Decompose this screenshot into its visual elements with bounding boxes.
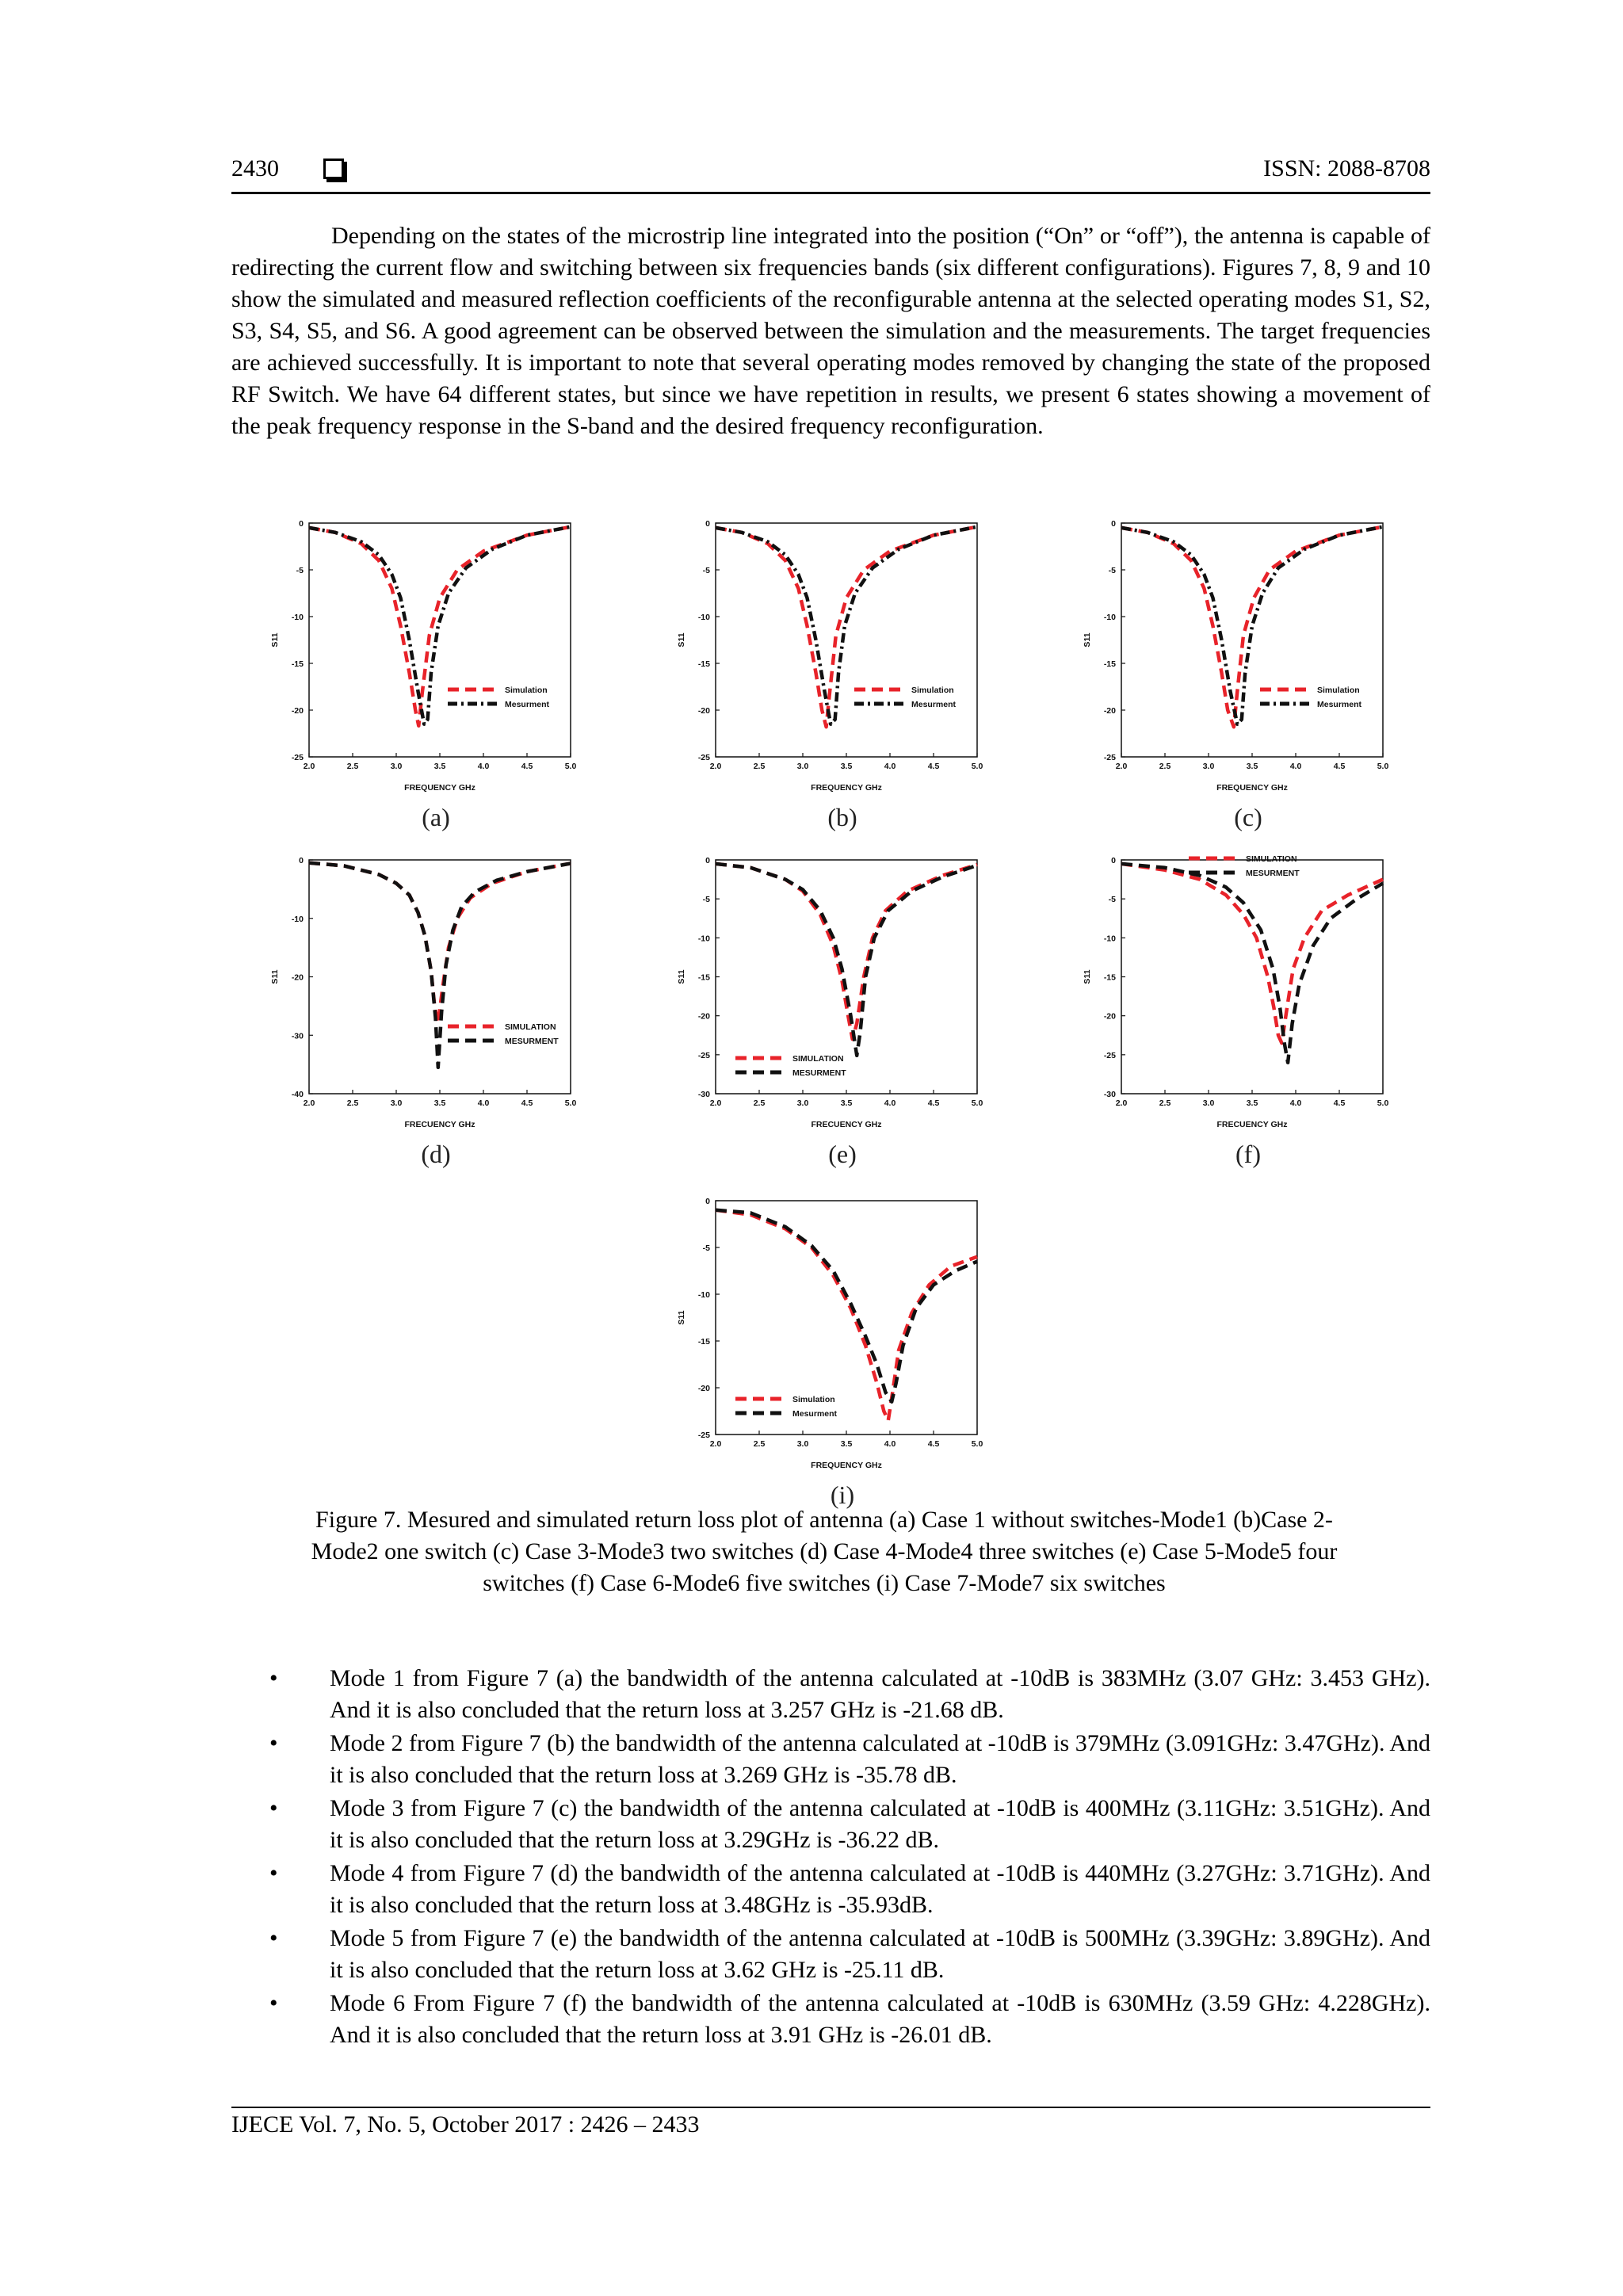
x-tick-label: 4.5 (521, 1098, 533, 1108)
x-tick-label: 5.0 (1377, 1098, 1389, 1108)
y-tick-label: -15 (1103, 659, 1116, 669)
x-tick-label: 4.5 (1333, 1098, 1346, 1108)
plot-frame (1121, 523, 1383, 757)
legend-label: Simulation (1317, 686, 1360, 695)
list-item (269, 1728, 1430, 1791)
x-tick-label: 4.0 (884, 762, 896, 771)
bullet-square-icon (323, 159, 344, 179)
y-tick-label: -25 (291, 753, 304, 762)
x-tick-label: 2.0 (709, 1439, 722, 1449)
chart-svg (1066, 852, 1389, 1169)
x-tick-label: 4.0 (1289, 762, 1302, 771)
y-tick-label: 0 (1111, 856, 1116, 865)
y-tick-label: -10 (697, 934, 710, 944)
x-tick-label: 2.0 (303, 762, 315, 771)
y-tick-label: -30 (291, 1031, 304, 1041)
legend-label: MESURMENT (792, 1068, 846, 1078)
series-line-mesurment (716, 1210, 977, 1402)
mode-bullet-list (269, 1663, 1430, 2053)
legend-label: Mesurment (911, 700, 957, 709)
y-tick-label: -5 (702, 566, 710, 575)
chart-svg (660, 515, 983, 832)
y-tick-label: 0 (299, 519, 304, 529)
bullet-icon: • (269, 1860, 278, 1886)
legend-label: Simulation (505, 686, 548, 695)
subfigure-label: (a) (422, 803, 450, 831)
y-tick-label: -5 (296, 566, 304, 575)
legend-label: Mesurment (1317, 700, 1362, 709)
bullet-icon: • (269, 1730, 278, 1756)
y-tick-label: -15 (1103, 972, 1116, 983)
figure-7b-plot (660, 515, 983, 832)
x-tick-label: 3.5 (840, 1439, 853, 1449)
x-tick-label: 2.0 (709, 1098, 722, 1108)
list-item-text: Mode 5 from Figure 7 (e) the bandwidth of the antenna calculated at -10dB is 500MHz (3.39GHz: 3.89GHz). And it is also concluded that the return loss at 3.62 GHz is -25.11 dB. (330, 1925, 1430, 1983)
bullet-icon: • (269, 1795, 278, 1821)
x-tick-label: 3.0 (1202, 1098, 1215, 1108)
y-tick-label: 0 (299, 856, 304, 865)
footer-rule (231, 2107, 1430, 2108)
plot-frame (1121, 860, 1383, 1094)
x-axis-label: FREQUENCY GHz (811, 1461, 882, 1470)
x-axis-label: FRECUENCY GHz (404, 1120, 475, 1129)
y-axis-label: S11 (270, 969, 280, 984)
list-item (269, 1793, 1430, 1856)
chart-svg (254, 852, 577, 1169)
x-axis-label: FREQUENCY GHz (404, 783, 475, 793)
list-item (269, 1923, 1430, 1986)
figure-7a-plot (254, 515, 577, 832)
y-tick-label: -10 (697, 1290, 710, 1300)
y-tick-label: -25 (1103, 753, 1116, 762)
y-tick-label: -5 (702, 1244, 710, 1253)
plot-frame (716, 523, 977, 757)
figure-7f-plot (1066, 852, 1389, 1169)
series-line-simulation (309, 527, 571, 726)
series-line-simulation (716, 1210, 977, 1421)
bullet-icon: • (269, 1990, 278, 2016)
series-line-simulation (1121, 527, 1383, 728)
x-tick-label: 4.5 (521, 762, 533, 771)
list-item-text: Mode 2 from Figure 7 (b) the bandwidth of the antenna calculated at -10dB is 379MHz (3.091GHz: 3.47GHz). And it is also concluded that the return loss at 3.269 GHz is -35.78 dB. (330, 1730, 1430, 1788)
x-tick-label: 5.0 (564, 762, 577, 771)
y-tick-label: -10 (1103, 934, 1116, 944)
y-tick-label: 0 (1111, 519, 1116, 529)
y-tick-label: -25 (697, 1050, 710, 1060)
x-tick-label: 3.5 (840, 762, 853, 771)
chart-svg (660, 852, 983, 1169)
body-paragraph (231, 220, 1430, 442)
list-item (269, 1663, 1430, 1726)
journal-footer: IJECE Vol. 7, No. 5, October 2017 : 2426 – 2433 (231, 2111, 700, 2137)
series-line-simulation (716, 527, 977, 728)
x-tick-label: 2.5 (753, 1439, 766, 1449)
x-tick-label: 2.0 (1115, 762, 1128, 771)
list-item-text: Mode 1 from Figure 7 (a) the bandwidth of the antenna calculated at -10dB is 383MHz (3.07 GHz: 3.453 GHz). And it is also concluded that the return loss at 3.257 GHz is -21.68 dB. (330, 1665, 1430, 1723)
x-tick-label: 2.5 (1159, 762, 1171, 771)
y-tick-label: -5 (1108, 566, 1116, 575)
x-tick-label: 2.5 (753, 762, 766, 771)
x-tick-label: 4.5 (927, 1439, 940, 1449)
y-tick-label: -20 (697, 706, 710, 716)
list-item-text: Mode 6 From Figure 7 (f) the bandwidth of the antenna calculated at -10dB is 630MHz (3.59 GHz: 4.228GHz). And it is also concluded that the return loss at 3.91 GHz is -26.01 dB. (330, 1990, 1430, 2048)
y-tick-label: 0 (705, 1197, 710, 1206)
list-item-text: Mode 3 from Figure 7 (c) the bandwidth of the antenna calculated at -10dB is 400MHz (3.11GHz: 3.51GHz). And it is also concluded that the return loss at 3.29GHz is -36.22 dB. (330, 1795, 1430, 1853)
subfigure-label: (c) (1234, 803, 1262, 831)
x-axis-label: FREQUENCY GHz (811, 783, 882, 793)
legend-label: Mesurment (505, 700, 550, 709)
x-tick-label: 3.0 (390, 1098, 403, 1108)
x-tick-label: 4.0 (477, 762, 490, 771)
plot-frame (309, 860, 571, 1094)
list-item-text: Mode 4 from Figure 7 (d) the bandwidth of the antenna calculated at -10dB is 440MHz (3.27GHz: 3.71GHz). And it is also concluded that the return loss at 3.48GHz is -35.93dB. (330, 1860, 1430, 1918)
y-tick-label: -10 (697, 613, 710, 622)
figure-7i-plot (660, 1193, 983, 1510)
legend-label: MESURMENT (505, 1037, 559, 1046)
chart-svg (660, 1193, 983, 1510)
y-tick-label: -20 (697, 1384, 710, 1393)
y-tick-label: -20 (291, 972, 304, 983)
x-tick-label: 3.0 (1202, 762, 1215, 771)
y-tick-label: -40 (291, 1090, 304, 1099)
page-number: 2430 (231, 155, 279, 181)
legend-label: SIMULATION (792, 1054, 844, 1064)
legend-label: MESURMENT (1246, 869, 1300, 878)
x-axis-label: FRECUENCY GHz (811, 1120, 882, 1129)
x-tick-label: 3.0 (390, 762, 403, 771)
issn: ISSN: 2088-8708 (1263, 155, 1430, 181)
y-tick-label: -20 (1103, 1011, 1116, 1022)
x-tick-label: 3.5 (433, 762, 446, 771)
series-line-mesurment (716, 864, 977, 1056)
y-axis-label: S11 (1083, 632, 1092, 648)
x-tick-label: 3.5 (433, 1098, 446, 1108)
x-tick-label: 3.0 (796, 762, 809, 771)
body-paragraph-text: Depending on the states of the microstrip line integrated into the position (“On” or “off”), the antenna is capable of redirecting the current flow and switching between six frequencies bands (six different configurations). Figures 7, 8, 9 and 10 show the simulated and measured reflection coefficients of the reconfigurable antenna at the selected operating modes S1, S2, S3, S4, S5, and S6. A good agreement can be observed between the simulation and the measurements. The target frequencies are achieved successfully. It is important to note that several operating modes removed by changing the state of the proposed RF Switch. We have 64 different states, but since we have repetition in results, we present 6 states showing a movement of the peak frequency response in the S-band and the desired frequency reconfiguration. (231, 223, 1430, 439)
x-tick-label: 4.0 (884, 1439, 896, 1449)
x-tick-label: 4.0 (884, 1098, 896, 1108)
y-tick-label: -10 (291, 914, 304, 924)
x-tick-label: 5.0 (971, 1439, 983, 1449)
figure-7e-plot (660, 852, 983, 1169)
x-tick-label: 3.0 (796, 1439, 809, 1449)
plot-frame (309, 523, 571, 757)
x-tick-label: 5.0 (971, 1098, 983, 1108)
series-line-simulation (309, 863, 571, 1024)
x-tick-label: 4.0 (1289, 1098, 1302, 1108)
y-tick-label: -20 (697, 1011, 710, 1022)
series-line-mesurment (1121, 864, 1383, 1063)
header-rule (231, 192, 1430, 194)
y-tick-label: -5 (702, 895, 710, 905)
figure-7c-plot (1066, 515, 1389, 832)
x-tick-label: 3.5 (1246, 1098, 1258, 1108)
y-tick-label: 0 (705, 519, 710, 529)
x-tick-label: 2.0 (303, 1098, 315, 1108)
figure-caption: Figure 7. Mesured and simulated return loss plot of antenna (a) Case 1 without switches-Mode1 (b)Case 2-Mode2 one switch (c) Case 3-Mode3 two switches (d) Case 4-Mode4 three switches (e) Case 5-Mode5 four switches (f) Case 6-Mode6 five switches (i) Case 7-Mode7 six switches (311, 1507, 1338, 1596)
y-axis-label: S11 (1083, 969, 1092, 984)
y-tick-label: -25 (1103, 1050, 1116, 1060)
x-tick-label: 2.5 (753, 1098, 766, 1108)
legend-label: Simulation (911, 686, 954, 695)
y-tick-label: -15 (697, 659, 710, 669)
y-tick-label: -15 (697, 1337, 710, 1347)
x-tick-label: 4.5 (1333, 762, 1346, 771)
series-line-simulation (1121, 864, 1383, 1043)
x-tick-label: 5.0 (564, 1098, 577, 1108)
y-tick-label: -30 (1103, 1090, 1116, 1099)
x-tick-label: 2.0 (1115, 1098, 1128, 1108)
x-tick-label: 4.5 (927, 762, 940, 771)
list-item (269, 1988, 1430, 2051)
x-tick-label: 2.5 (346, 1098, 359, 1108)
y-tick-label: -5 (1108, 895, 1116, 905)
y-axis-label: S11 (677, 969, 686, 984)
y-tick-label: -30 (697, 1090, 710, 1099)
chart-svg (1066, 515, 1389, 832)
y-tick-label: -25 (697, 1431, 710, 1440)
subfigure-label: (f) (1235, 1140, 1261, 1168)
y-tick-label: -20 (291, 706, 304, 716)
series-line-simulation (716, 864, 977, 1039)
x-tick-label: 2.5 (346, 762, 359, 771)
y-tick-label: -20 (1103, 706, 1116, 716)
bullet-icon: • (269, 1665, 278, 1691)
y-tick-label: -10 (291, 613, 304, 622)
subfigure-label: (d) (421, 1140, 451, 1168)
chart-svg (254, 515, 577, 832)
x-tick-label: 5.0 (1377, 762, 1389, 771)
bullet-icon: • (269, 1925, 278, 1951)
list-item (269, 1858, 1430, 1921)
legend-label: SIMULATION (1246, 854, 1297, 864)
legend-label: Mesurment (792, 1409, 838, 1419)
y-axis-label: S11 (677, 1310, 686, 1325)
y-axis-label: S11 (270, 632, 280, 648)
x-tick-label: 4.0 (477, 1098, 490, 1108)
x-tick-label: 2.0 (709, 762, 722, 771)
x-tick-label: 3.0 (796, 1098, 809, 1108)
y-tick-label: -15 (697, 972, 710, 983)
y-axis-label: S11 (677, 632, 686, 648)
subfigure-label: (e) (828, 1140, 857, 1168)
x-axis-label: FREQUENCY GHz (1216, 783, 1288, 793)
legend-label: SIMULATION (505, 1022, 556, 1032)
x-axis-label: FRECUENCY GHz (1216, 1120, 1288, 1129)
y-tick-label: -10 (1103, 613, 1116, 622)
subfigure-label: (b) (827, 803, 857, 831)
y-tick-label: -25 (697, 753, 710, 762)
x-tick-label: 3.5 (840, 1098, 853, 1108)
y-tick-label: -15 (291, 659, 304, 669)
x-tick-label: 5.0 (971, 762, 983, 771)
legend-label: Simulation (792, 1395, 835, 1404)
x-tick-label: 2.5 (1159, 1098, 1171, 1108)
x-tick-label: 3.5 (1246, 762, 1258, 771)
subfigure-label: (i) (830, 1480, 855, 1509)
x-tick-label: 4.5 (927, 1098, 940, 1108)
y-tick-label: 0 (705, 856, 710, 865)
figure-7d-plot (254, 852, 577, 1169)
